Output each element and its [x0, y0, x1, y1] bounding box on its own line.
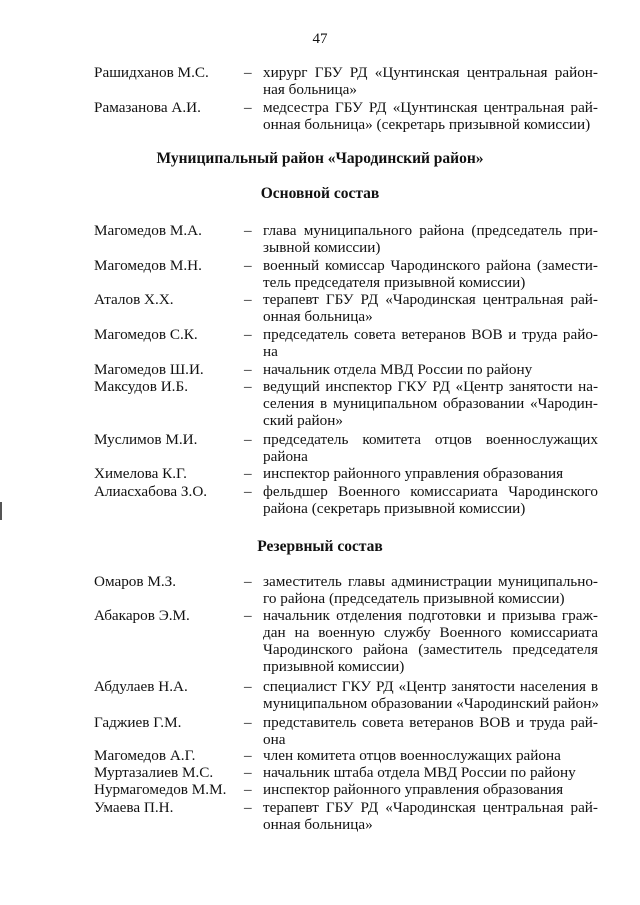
member-role-line: начальник отделения подготовки и призыва граж- — [263, 607, 598, 624]
member-role-line: дан на военную службу Военного комиссариата — [263, 624, 598, 641]
member-name: Магомедов Ш.И. — [94, 361, 204, 378]
member-role — [263, 291, 598, 325]
member-role-line: Чародинского района (заместитель председателя — [263, 641, 598, 658]
member-role — [263, 326, 598, 360]
member-role — [263, 747, 598, 764]
member-name: Рашидханов М.С. — [94, 64, 209, 81]
member-dash: – — [244, 678, 252, 695]
member-role — [263, 465, 598, 482]
member-role — [263, 431, 598, 465]
member-role — [263, 764, 598, 781]
member-role-line: представитель совета ветеранов ВОВ и труда рай- — [263, 714, 598, 731]
member-dash: – — [244, 799, 252, 816]
member-dash: – — [244, 99, 252, 116]
member-role — [263, 573, 598, 607]
member-role — [263, 483, 598, 517]
member-name: Абакаров Э.М. — [94, 607, 190, 624]
member-dash: – — [244, 64, 252, 81]
member-role — [263, 678, 598, 712]
member-name: Магомедов А.Г. — [94, 747, 196, 764]
member-dash: – — [244, 607, 252, 624]
main-composition-heading: Основной состав — [260, 185, 380, 202]
member-name: Магомедов М.Н. — [94, 257, 202, 274]
member-dash: – — [244, 714, 252, 731]
member-role-line: начальник штаба отдела МВД России по району — [263, 764, 576, 781]
member-dash: – — [244, 465, 252, 482]
member-dash: – — [244, 764, 252, 781]
member-name: Омаров М.З. — [94, 573, 177, 590]
member-name: Умаева П.Н. — [94, 799, 174, 816]
member-name: Максудов И.Б. — [94, 378, 188, 395]
member-role-line: фельдшер Военного комиссариата Чародинского — [263, 483, 598, 500]
member-role-line: председатель комитета отцов военнослужащих — [263, 431, 598, 448]
member-role-line: тель председателя призывной комиссии) — [263, 274, 526, 291]
scan-edge-mark — [0, 502, 2, 520]
member-name: Рамазанова А.И. — [94, 99, 201, 116]
member-role-line: на — [263, 343, 278, 360]
member-role-line: района (секретарь призывной комиссии) — [263, 500, 526, 517]
member-name: Алиасхабова З.О. — [94, 483, 208, 500]
member-dash: – — [244, 573, 252, 590]
member-dash: – — [244, 326, 252, 343]
district-heading: Муниципальный район «Чародинский район» — [156, 150, 484, 167]
member-role-line: член комитета отцов военнослужащих района — [263, 747, 561, 764]
member-role — [263, 781, 598, 798]
member-role-line: селения в муниципальном образовании «Чародин- — [263, 395, 598, 412]
member-role-line: глава муниципального района (председатель при- — [263, 222, 598, 239]
member-role — [263, 64, 598, 98]
member-role-line: медсестра ГБУ РД «Цунтинская центральная рай- — [263, 99, 598, 116]
member-role-line: терапевт ГБУ РД «Чародинская центральная рай- — [263, 291, 598, 308]
member-name: Аталов Х.Х. — [94, 291, 174, 308]
member-role — [263, 799, 598, 833]
member-role-line: военный комиссар Чародинского района (замести- — [263, 257, 598, 274]
member-dash: – — [244, 483, 252, 500]
member-role-line: ведущий инспектор ГКУ РД «Центр занятости на- — [263, 378, 598, 395]
member-dash: – — [244, 747, 252, 764]
member-role-line: го района (председатель призывной комиссии) — [263, 590, 565, 607]
member-name: Химелова К.Г. — [94, 465, 187, 482]
member-role — [263, 99, 598, 133]
member-dash: – — [244, 431, 252, 448]
member-role-line: ная больница» — [263, 81, 357, 98]
member-role — [263, 378, 598, 429]
member-role-line: района — [263, 448, 308, 465]
member-role-line: призывной комиссии) — [263, 658, 405, 675]
member-role — [263, 257, 598, 291]
member-role-line: председатель совета ветеранов ВОВ и труда райо- — [263, 326, 598, 343]
member-dash: – — [244, 257, 252, 274]
member-name: Магомедов М.А. — [94, 222, 202, 239]
member-role-line: она — [263, 731, 286, 748]
member-role-line: специалист ГКУ РД «Центр занятости населения в — [263, 678, 598, 695]
member-role-line: зывной комиссии) — [263, 239, 381, 256]
member-name: Муртазалиев М.С. — [94, 764, 214, 781]
member-role-line: терапевт ГБУ РД «Чародинская центральная рай- — [263, 799, 598, 816]
member-role — [263, 607, 598, 675]
member-dash: – — [244, 378, 252, 395]
member-dash: – — [244, 781, 252, 798]
member-role-line: начальник отдела МВД России по району — [263, 361, 533, 378]
member-role-line: ский район» — [263, 412, 343, 429]
member-role-line: онная больница» — [263, 308, 373, 325]
member-dash: – — [244, 361, 252, 378]
member-role-line: заместитель главы администрации муниципально- — [263, 573, 598, 590]
member-role — [263, 361, 598, 378]
member-role-line: онная больница» (секретарь призывной комиссии) — [263, 116, 591, 133]
member-role — [263, 222, 598, 256]
member-name: Абдулаев Н.А. — [94, 678, 188, 695]
member-name: Магомедов С.К. — [94, 326, 198, 343]
member-dash: – — [244, 222, 252, 239]
member-role-line: онная больница» — [263, 816, 373, 833]
member-dash: – — [244, 291, 252, 308]
member-role-line: инспектор районного управления образования — [263, 781, 564, 798]
page-number: 47 — [312, 31, 328, 47]
member-role-line: хирург ГБУ РД «Цунтинская центральная район- — [263, 64, 598, 81]
member-role — [263, 714, 598, 748]
member-role-line: инспектор районного управления образования — [263, 465, 564, 482]
member-name: Гаджиев Г.М. — [94, 714, 182, 731]
member-name: Муслимов М.И. — [94, 431, 198, 448]
member-name: Нурмагомедов М.М. — [94, 781, 227, 798]
member-role-line: муниципальном образовании «Чародинский район» — [263, 695, 600, 712]
reserve-composition-heading: Резервный состав — [257, 538, 383, 555]
